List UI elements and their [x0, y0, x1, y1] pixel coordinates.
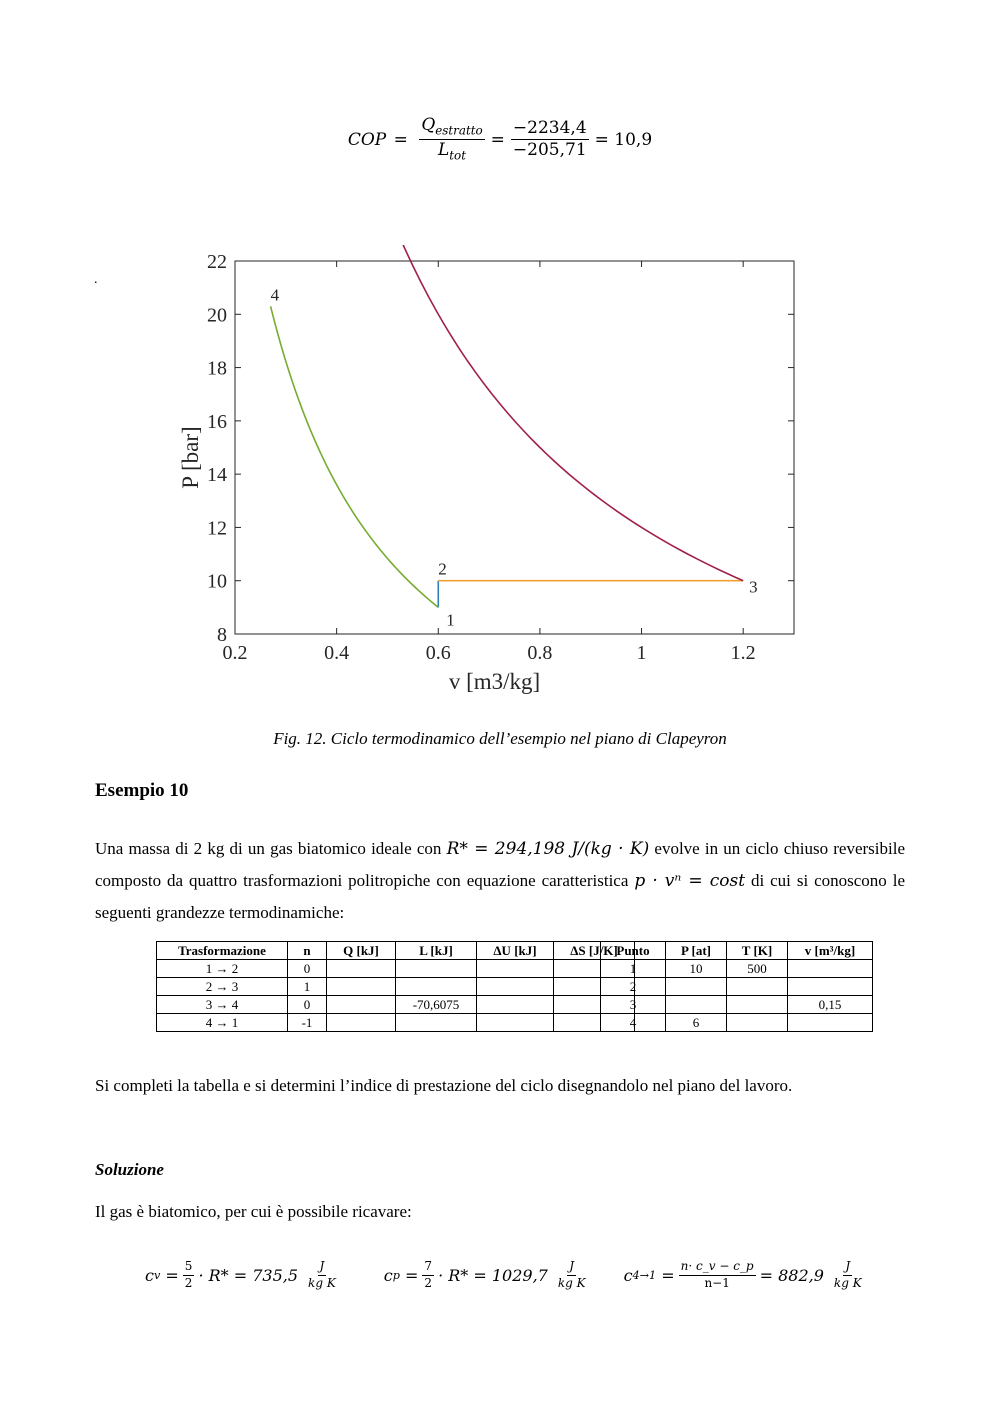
table-cell: [727, 996, 788, 1014]
l-subscript: tot: [449, 148, 466, 163]
y-tick-label: 12: [207, 517, 227, 540]
cop-numeric-fraction: [511, 119, 589, 161]
c41-symbol: c: [623, 1265, 633, 1285]
cv-subscript: v: [153, 1268, 161, 1282]
table-cell: [788, 1014, 873, 1032]
x-tick-label: 0.8: [527, 642, 553, 664]
column-header: v [m³/kg]: [788, 942, 873, 960]
l-symbol: L: [437, 140, 450, 161]
y-tick-label: 20: [207, 304, 227, 327]
table-row: [157, 1014, 635, 1032]
biatomic-text: Il gas è biatomico, per cui è possibile ricavare:: [95, 1202, 412, 1221]
table-cell: 4 → 1: [157, 1014, 288, 1032]
table-row: [601, 996, 873, 1014]
cop-lhs: COP: [347, 129, 387, 150]
c41-unit-den: kg K: [833, 1275, 862, 1290]
cv-symbol: c: [145, 1265, 154, 1285]
table-cell: 3: [601, 996, 666, 1014]
cv-value: · R* = 735,5: [198, 1265, 299, 1285]
column-header: n: [288, 942, 327, 960]
cp-frac-den: 2: [424, 1275, 433, 1290]
x-tick-label: 0.6: [425, 642, 451, 664]
transformations-table: [156, 941, 635, 1032]
point-label: 2: [438, 559, 447, 579]
cp-value: · R* = 1029,7: [438, 1265, 548, 1285]
clapeyron-chart: [170, 245, 810, 705]
table-cell: [327, 996, 396, 1014]
c41-subscript: 4→1: [632, 1268, 657, 1282]
cop-denominator: −205,71: [512, 140, 587, 161]
table-header-row: [157, 942, 635, 960]
y-axis-label: P [bar]: [178, 426, 203, 489]
y-tick-label: 8: [217, 624, 227, 646]
c41-unit-num: J: [843, 1260, 852, 1276]
stray-dot: .: [94, 272, 98, 287]
cp-symbol: c: [383, 1265, 393, 1285]
table-cell: [666, 996, 727, 1014]
table-cell: 1 → 2: [157, 960, 288, 978]
para-text-2: evolve in un ciclo chiuso reversibile composto da quattro trasformazioni politropiche con equazione caratteristica: [95, 839, 906, 890]
x-axis-label: v [m3/kg]: [448, 669, 541, 694]
problem-statement: [95, 833, 905, 929]
question-text: Si completi la tabella e si determini l’indice di prestazione del ciclo disegnandolo nel piano del lavoro.: [95, 1076, 793, 1095]
table-cell: 0: [288, 960, 327, 978]
table-cell: [477, 1014, 554, 1032]
cp-subscript: p: [392, 1268, 400, 1282]
table-cell: [396, 978, 477, 996]
table-header-row: [601, 942, 873, 960]
table-cell: [477, 960, 554, 978]
column-header: P [at]: [666, 942, 727, 960]
para-text-3: di cui si conoscono le seguenti grandezze termodinamiche:: [95, 871, 906, 922]
table-cell: [396, 1014, 477, 1032]
chart-axes: [178, 251, 794, 694]
table-row: [157, 960, 635, 978]
x-tick-label: 1.2: [730, 642, 756, 664]
cop-result: = 10,9: [594, 129, 653, 150]
table-cell: 2: [601, 978, 666, 996]
series-line-4-1: [271, 306, 439, 607]
table-cell: 2 → 3: [157, 978, 288, 996]
series-line-3-4: [271, 245, 744, 581]
table-cell: 1: [601, 960, 666, 978]
table-row: [601, 1014, 873, 1032]
cp-unit-num: J: [567, 1260, 576, 1276]
table-cell: [477, 978, 554, 996]
column-header: ΔS [J/K]: [554, 942, 635, 960]
table-cell: [727, 1014, 788, 1032]
cop-symbolic-fraction: [419, 116, 484, 163]
c41-value: = 882,9: [759, 1265, 824, 1285]
cv-frac-num: 5: [183, 1260, 195, 1276]
cv-formula: c v = $\frac{5}{2}$ · R* = 735,5 $\frac{J}{\text{kg K}}$: [145, 1259, 336, 1290]
point-label: 3: [749, 577, 758, 597]
table-cell: [788, 978, 873, 996]
c41-formula: c 4→1 = $\frac{n\cdot c\_v - c\_p}{n-1}$ = 882,9 $\frac{J}{\text{kg K}}$: [623, 1259, 862, 1290]
cv-unit-num: J: [318, 1260, 327, 1276]
section-heading: Esempio 10: [95, 780, 189, 801]
gas-constant-equation: R* = 294,198 J/(kg · K): [446, 839, 650, 859]
chart-series: [271, 245, 744, 607]
cp-unit-den: kg K: [557, 1275, 586, 1290]
table-cell: 4: [601, 1014, 666, 1032]
solution-heading: Soluzione: [95, 1160, 164, 1179]
x-tick-label: 0.2: [222, 642, 248, 664]
points-table: [600, 941, 873, 1032]
q-symbol: Q: [421, 115, 436, 135]
table-cell: [327, 960, 396, 978]
table-row: [157, 996, 635, 1014]
cop-equation: COP = $\frac{Q_{estratto}}{L_{tot}}$ = $\frac{-2234,4}{-205,71}$ = 10,9: [347, 115, 653, 163]
point-label: 1: [446, 610, 455, 630]
table-cell: [396, 960, 477, 978]
chart-labels: [271, 285, 758, 629]
table-cell: -70,6075: [396, 996, 477, 1014]
q-subscript: estratto: [435, 123, 483, 138]
x-tick-label: 0.4: [324, 642, 350, 664]
column-header: ΔU [kJ]: [477, 942, 554, 960]
c41-frac-num: n· c_v − c_p: [679, 1260, 756, 1276]
table-cell: [788, 960, 873, 978]
column-header: Punto: [601, 942, 666, 960]
polytropic-equation: p · vⁿ = cost: [634, 871, 746, 891]
figure-caption: Fig. 12. Ciclo termodinamico dell’esempio nel piano di Clapeyron: [273, 729, 727, 748]
table-cell: [666, 978, 727, 996]
table-cell: -1: [288, 1014, 327, 1032]
table-row: [601, 978, 873, 996]
table-cell: 0: [288, 996, 327, 1014]
column-header: L [kJ]: [396, 942, 477, 960]
cop-numerator: −2234,4: [511, 119, 589, 141]
y-tick-label: 18: [207, 357, 227, 380]
column-header: Q [kJ]: [327, 942, 396, 960]
table-cell: 500: [727, 960, 788, 978]
cv-frac-den: 2: [184, 1275, 193, 1290]
table-cell: 10: [666, 960, 727, 978]
y-tick-label: 14: [207, 464, 227, 487]
c41-frac-den: n−1: [704, 1275, 730, 1290]
y-tick-label: 16: [207, 410, 227, 433]
table-cell: 1: [288, 978, 327, 996]
table-cell: 0,15: [788, 996, 873, 1014]
y-tick-label: 10: [207, 570, 227, 593]
heat-capacity-formulas: [145, 1260, 866, 1291]
cp-formula: c p = $\frac{7}{2}$ · R* = 1029,7 $\frac{J}{\text{kg K}}$: [383, 1259, 586, 1290]
x-tick-label: 1: [636, 642, 647, 664]
table-cell: 3 → 4: [157, 996, 288, 1014]
table-row: [157, 978, 635, 996]
cv-unit-den: kg K: [308, 1275, 336, 1290]
table-cell: [727, 978, 788, 996]
table-cell: [327, 1014, 396, 1032]
y-tick-label: 22: [207, 251, 227, 273]
table-cell: [477, 996, 554, 1014]
table-cell: 6: [666, 1014, 727, 1032]
para-text-1: Una massa di 2 kg di un gas biatomico ideale con: [95, 839, 442, 858]
cp-frac-num: 7: [422, 1260, 434, 1276]
table-row: [601, 960, 873, 978]
table-cell: [327, 978, 396, 996]
column-header: Trasformazione: [157, 942, 288, 960]
point-label: 4: [270, 285, 280, 305]
column-header: T [K]: [727, 942, 788, 960]
